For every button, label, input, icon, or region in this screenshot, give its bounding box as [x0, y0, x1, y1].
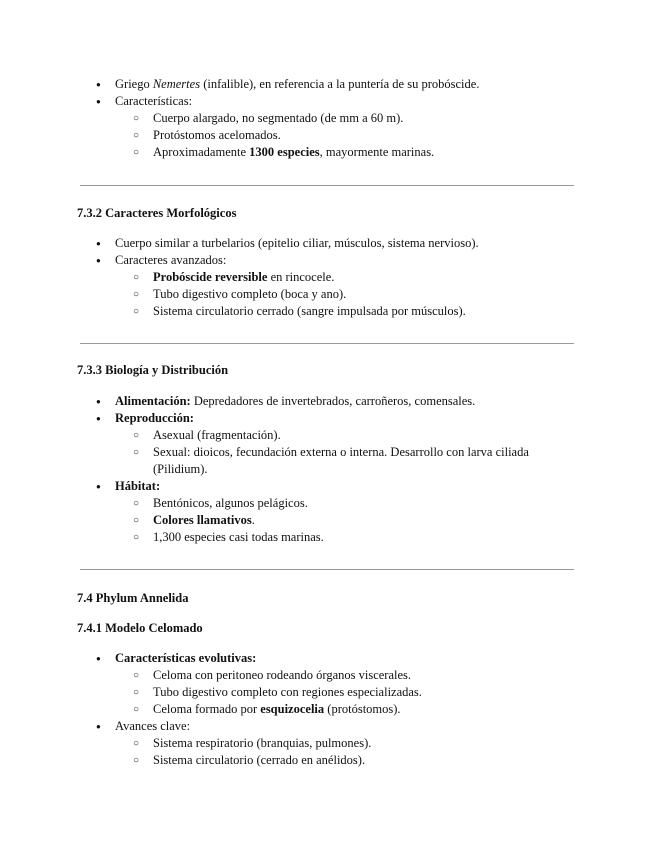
sub-list-item: ○ Sistema circulatorio (cerrado en anélidos).	[115, 752, 555, 769]
text: , mayormente marinas.	[319, 145, 435, 159]
list-item: ● Cuerpo similar a turbelarios (epitelio ciliar, músculos, sistema nervioso).	[115, 235, 555, 252]
sub-list	[115, 110, 555, 161]
list-item	[115, 252, 555, 320]
bullet-list	[0, 393, 655, 546]
bullet-list	[0, 650, 655, 769]
sub-list-item: ○ Cuerpo alargado, no segmentado (de mm a 60 m).	[115, 110, 555, 127]
sub-list	[115, 667, 555, 718]
sub-list-item: ○ Sexual: dioicos, fecundación externa o interna. Desarrollo con larva ciliada (Pilidium).	[115, 444, 555, 478]
sub-list-item: ○ Bentónicos, algunos pelágicos.	[115, 495, 555, 512]
section-nemertea-intro	[0, 76, 655, 161]
sub-list-item: ○ Asexual (fragmentación).	[115, 427, 555, 444]
horizontal-rule	[80, 343, 574, 344]
sub-list	[115, 427, 555, 478]
section-heading: 7.4 Phylum Annelida	[77, 591, 189, 605]
text: (infalible), en referencia a la puntería de su probóscide.	[200, 77, 480, 91]
text: .	[251, 513, 255, 527]
list-item	[115, 76, 555, 93]
bullet-list	[0, 76, 655, 161]
subsection-heading: 7.4.1 Modelo Celomado	[77, 621, 203, 635]
bold-term: Hábitat:	[115, 479, 161, 493]
section-annelida-celomado	[0, 650, 655, 769]
italic-term: Nemertes	[152, 77, 201, 91]
sub-list-item	[115, 144, 555, 161]
text: Depredadores de invertebrados, carroñeros, comensales.	[190, 394, 476, 408]
list-item	[115, 478, 555, 546]
text: Características:	[115, 94, 193, 108]
bold-term: Reproducción:	[115, 411, 194, 425]
sub-list-item: ○ 1,300 especies casi todas marinas.	[115, 529, 555, 546]
list-item	[115, 718, 555, 769]
sub-list-item	[115, 269, 555, 286]
text: (protóstomos).	[324, 702, 401, 716]
sub-list	[115, 735, 555, 769]
sub-list-item: ○ Celoma con peritoneo rodeando órganos viscerales.	[115, 667, 555, 684]
text: en rincocele.	[267, 270, 335, 284]
sub-list-item: ○ Protóstomos acelomados.	[115, 127, 555, 144]
bold-term: Características evolutivas:	[115, 651, 257, 665]
list-item	[115, 393, 555, 410]
horizontal-rule	[80, 185, 574, 186]
sub-list-item: ○ Tubo digestivo completo con regiones especializadas.	[115, 684, 555, 701]
sub-list-item	[115, 512, 555, 529]
bold-term: Colores llamativos	[153, 513, 252, 527]
section-biology	[0, 393, 655, 546]
sub-list	[115, 495, 555, 546]
text: Aproximadamente	[153, 145, 250, 159]
sub-list-item: ○ Tubo digestivo completo (boca y ano).	[115, 286, 555, 303]
text: Griego	[115, 77, 153, 91]
bold-term: Alimentación:	[115, 394, 191, 408]
section-morphology	[0, 235, 655, 320]
text: Celoma formado por	[153, 702, 261, 716]
bold-term: Probóscide reversible	[153, 270, 268, 284]
sub-list-item	[115, 701, 555, 718]
sub-list-item: ○ Sistema circulatorio cerrado (sangre impulsada por músculos).	[115, 303, 555, 320]
text: Caracteres avanzados:	[115, 253, 227, 267]
horizontal-rule	[80, 569, 574, 570]
bullet-list	[0, 235, 655, 320]
section-heading: 7.3.2 Caracteres Morfológicos	[77, 206, 237, 220]
list-item	[115, 93, 555, 161]
text: Avances clave:	[115, 719, 191, 733]
sub-list	[115, 269, 555, 320]
bold-term: esquizocelia	[260, 702, 325, 716]
section-heading: 7.3.3 Biología y Distribución	[77, 363, 229, 377]
bold-term: 1300 especies	[249, 145, 320, 159]
list-item	[115, 410, 555, 478]
list-item	[115, 650, 555, 718]
sub-list-item: ○ Sistema respiratorio (branquias, pulmones).	[115, 735, 555, 752]
